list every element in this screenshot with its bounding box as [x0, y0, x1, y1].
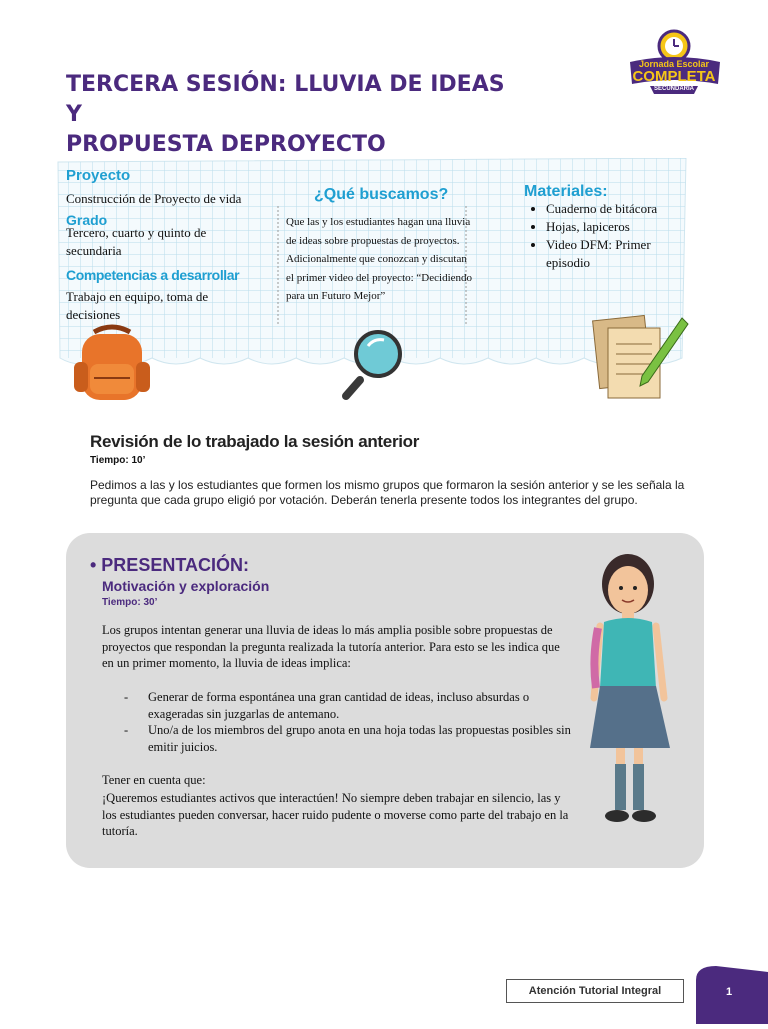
logo-line-3: SECUNDARIA	[653, 86, 694, 92]
grado-text: Tercero, cuarto y quinto de secundaria	[66, 225, 207, 258]
materiales-list	[524, 200, 696, 272]
proyecto-text: Construcción de Proyecto de vida	[66, 191, 242, 206]
competencias-label: Competencias a desarrollar	[66, 267, 240, 283]
grado-label: Grado	[66, 212, 108, 228]
papers-pencil-icon	[588, 310, 692, 406]
title-line-1: TERCERA SESIÓN: LLUVIA DE IDEAS Y	[66, 72, 505, 127]
revision-time: Tiempo: 10’	[90, 455, 146, 466]
materiales-item: • Video DFM: Primer episodio	[546, 236, 696, 272]
page-title	[66, 70, 526, 160]
title-line-2: PROPUESTA DEPROYECTO	[66, 132, 386, 157]
page-number: 1	[726, 986, 733, 998]
presentacion-time: Tiempo: 30’	[102, 597, 158, 608]
presentacion-intro: Los grupos intentan generar una lluvia de ideas lo más amplia posible sobre propuestas de proyectos que respondan la pregunta realizada la tutoría anterior. Para esto se les indica que en un primer momento, la lluvia de ideas implica:	[102, 623, 560, 670]
student-illustration	[590, 548, 680, 828]
logo-line-2: COMPLETA	[632, 68, 716, 85]
presentacion-subtitle: Motivación y exploración	[102, 578, 270, 594]
competencias-text: Trabajo en equipo, toma de decisiones	[66, 289, 209, 322]
bullet-item: Generar de forma espontánea una gran cantidad de ideas, incluso absurdas o exageradas sin juzgarlas de antemano.	[148, 690, 530, 721]
bullet-dash: -	[124, 690, 129, 704]
buscamos-text: Que las y los estudiantes hagan una lluvia de ideas sobre propuestas de proyectos. Adicionalmente que conozcan y discutan el primer video del proyecto: “Decidiendo para un Futuro Mejor”	[286, 216, 473, 302]
logo-line-1: Jornada Escolar	[638, 59, 710, 69]
materiales-label: Materiales:	[524, 183, 608, 200]
revision-body: Pedimos a las y los estudiantes que formen los mismo grupos que formaron la sesión anterior y se les señala la pregunta que cada grupo eligió por votación. Deberán tenerla presente todos los integrantes del grupo.	[90, 478, 685, 507]
proyecto-label: Proyecto	[66, 167, 131, 184]
footer-label: Atención Tutorial Integral	[506, 979, 684, 1003]
magnifier-icon	[340, 324, 410, 402]
note-label: Tener en cuenta que:	[102, 773, 206, 787]
revision-title: Revisión de lo trabajado la sesión anterior	[90, 432, 420, 451]
materiales-item: • Cuaderno de bitácora	[546, 200, 696, 218]
jornada-escolar-logo	[620, 28, 728, 100]
presentacion-title: • PRESENTACIÓN:	[90, 555, 249, 575]
buscamos-label: ¿Qué buscamos?	[314, 186, 449, 203]
note-text: ¡Queremos estudiantes activos que interactúen! No siempre deben trabajar en silencio, las y los estudiantes pueden conversar, hacer ruido pudente o moverse como parte del trabajo en la tutoría.	[102, 791, 569, 838]
materiales-item: • Hojas, lapiceros	[546, 218, 696, 236]
bullet-dash: -	[124, 723, 129, 737]
backpack-icon	[64, 322, 160, 404]
bullet-item: Uno/a de los miembros del grupo anota en una hoja todas las propuestas posibles sin emitir juicios.	[148, 723, 571, 754]
